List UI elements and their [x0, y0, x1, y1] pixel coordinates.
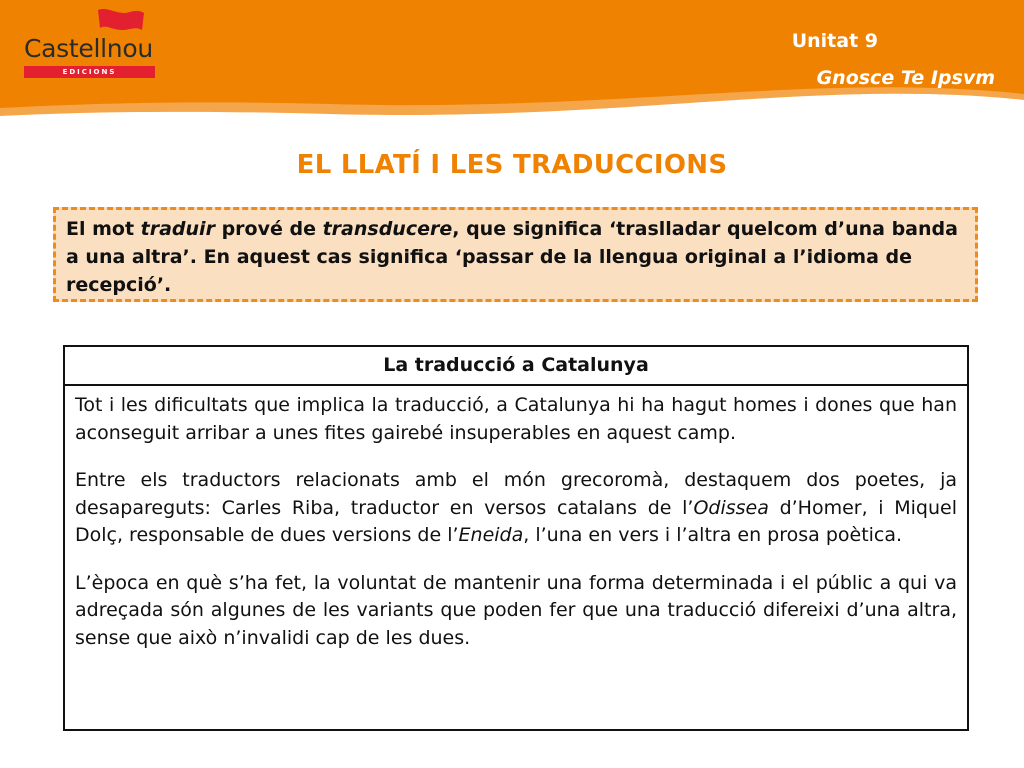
logo-name: Castellnou	[24, 34, 153, 63]
unit-subtitle: Gnosce Te Ipsvm	[816, 67, 995, 89]
castellnou-logo	[20, 8, 165, 78]
page-title: EL LLATÍ I LES TRADUCCIONS	[296, 150, 728, 180]
paragraph-2	[75, 467, 957, 550]
logo-sub: EDICIONS	[24, 66, 155, 78]
paragraph-2-text: d’Homer, i Miquel Dolç, responsable de dues versions de l’	[75, 496, 957, 546]
table-header: La traducció a Catalunya	[65, 347, 967, 386]
paragraph-3: L’època en què s’ha fet, la voluntat de mantenir una forma determinada i el públic a qui va adreçada són algunes de les variants que poden fer que una traducció difereixi d’una altra, sense que això n’invalidi cap de les dues.	[75, 571, 957, 649]
title-eneida: Eneida	[458, 524, 524, 546]
table-body	[65, 386, 967, 652]
word-traduir: traduir	[140, 218, 215, 240]
definition-box	[53, 207, 978, 302]
definition-text: , que significa ‘traslladar quelcom d’una banda a una altra’. En aquest cas significa ‘passar de la llengua original a l’idioma de recepció’.	[66, 218, 958, 296]
definition-text: prové de	[214, 218, 323, 240]
unit-label: Unitat 9	[791, 30, 878, 52]
paragraph-2-text: Entre els traductors relacionats amb el món grecoromà, destaquem dos poetes, ja desapareguts: Carles Riba, traductor en versos catalans de l’	[75, 469, 957, 519]
paragraph-1: Tot i les dificultats que implica la traducció, a Catalunya hi ha hagut homes i dones que han aconseguit arribar a unes fites gairebé insuperables en aquest camp.	[75, 394, 957, 444]
info-table	[63, 345, 969, 731]
header-banner	[0, 0, 1024, 128]
definition-text: El mot	[66, 218, 141, 240]
word-transducere: transducere	[322, 218, 453, 240]
flag-icon	[96, 8, 146, 36]
title-odissea: Odissea	[693, 496, 769, 519]
paragraph-2-text: , l’una en vers i l’altra en prosa poètica.	[523, 524, 903, 546]
